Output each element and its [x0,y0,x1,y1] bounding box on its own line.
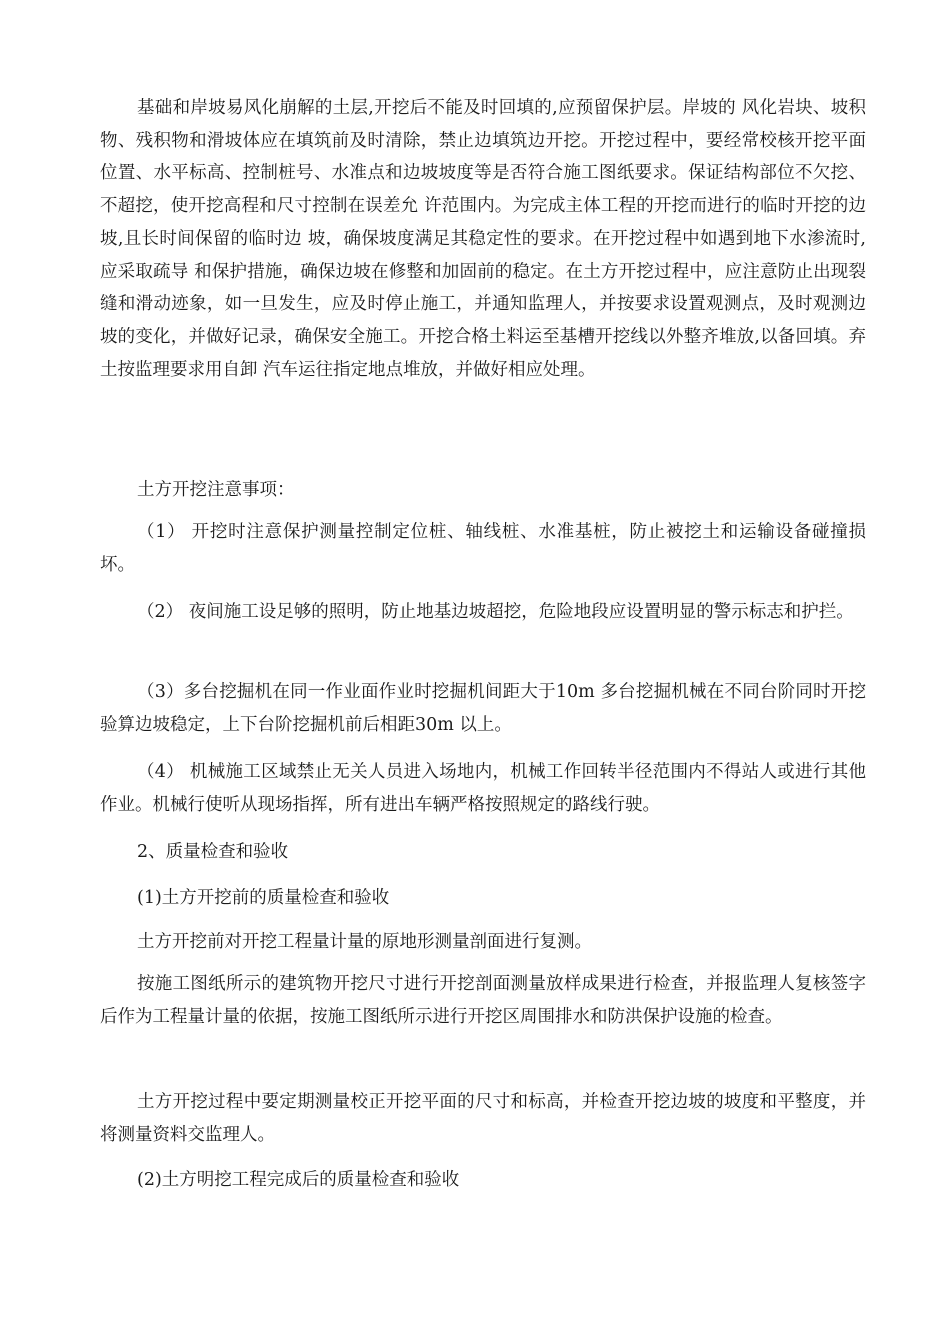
paragraph-periodic-survey: 土方开挖过程中要定期测量校正开挖平面的尺寸和标高，并检查开挖边坡的坡度和平整度，并将测量资料交监理人。 [100,1092,866,1145]
list-item-note-4: （4） 机械施工区域禁止无关人员进入场地内，机械工作回转半径范围内不得站人或进行其他作业。机械行使听从现场指挥，所有进出车辆严格按照规定的路线行驶。 [100,762,866,815]
list-item-note-2: （2） 夜间施工设足够的照明，防止地基边坡超挖，危险地段应设置明显的警示标志和护拦。 [137,602,854,622]
subheading-post-excavation: (2)土方明挖工程完成后的质量检查和验收 [137,1170,460,1190]
section-heading-quality: 2、质量检查和验收 [137,842,289,862]
paragraph-excavation-procedure: 基础和岸坡易风化崩解的土层,开挖后不能及时回填的,应预留保护层。岸坡的 风化岩块、坡积物、残积物和滑坡体应在填筑前及时清除，禁止边填筑边开挖。开挖过程中，要经常校核开挖平面位置、水平标高、控制桩号、水准点和边坡坡度等是否符合施工图纸要求。保证结构部位不欠挖、不超挖，使开挖高程和尺寸控制在误差允 许范围内。为完成主体工程的开挖而进行的临时开挖的边坡,且长时间保留的临时边 坡，确保坡度满足其稳定性的要求。在开挖过程中如遇到地下水渗流时,应采取疏导 和保护措施，确保边坡在修整和加固前的稳定。在土方开挖过程中，应注意防止出现裂缝和滑动迹象，如一旦发生，应及时停止施工，并通知监理人，并按要求设置观测点，及时观测边坡的变化，并做好记录，确保安全施工。开挖合格土料运至基槽开挖线以外整齐堆放,以备回填。弃土按监理要求用自卸 汽车运往指定地点堆放，并做好相应处理。 [100,98,866,380]
list-item-note-3: （3）多台挖掘机在同一作业面作业时挖掘机间距大于10m 多台挖掘机械在不同台阶同时开挖验算边坡稳定，上下台阶挖掘机前后相距30m 以上。 [100,682,866,735]
paragraph-resurvey: 土方开挖前对开挖工程量计量的原地形测量剖面进行复测。 [137,932,592,952]
paragraph-stakeout-check: 按施工图纸所示的建筑物开挖尺寸进行开挖剖面测量放样成果进行检查，并报监理人复核签字后作为工程量计量的依据，按施工图纸所示进行开挖区周围排水和防洪保护设施的检查。 [100,974,866,1027]
list-item-note-1: （1） 开挖时注意保护测量控制定位桩、轴线桩、水准基桩，防止被挖土和运输设备碰撞损坏。 [100,522,866,575]
heading-excavation-notes: 土方开挖注意事项： [137,480,295,500]
subheading-pre-excavation: (1)土方开挖前的质量检查和验收 [137,888,390,908]
